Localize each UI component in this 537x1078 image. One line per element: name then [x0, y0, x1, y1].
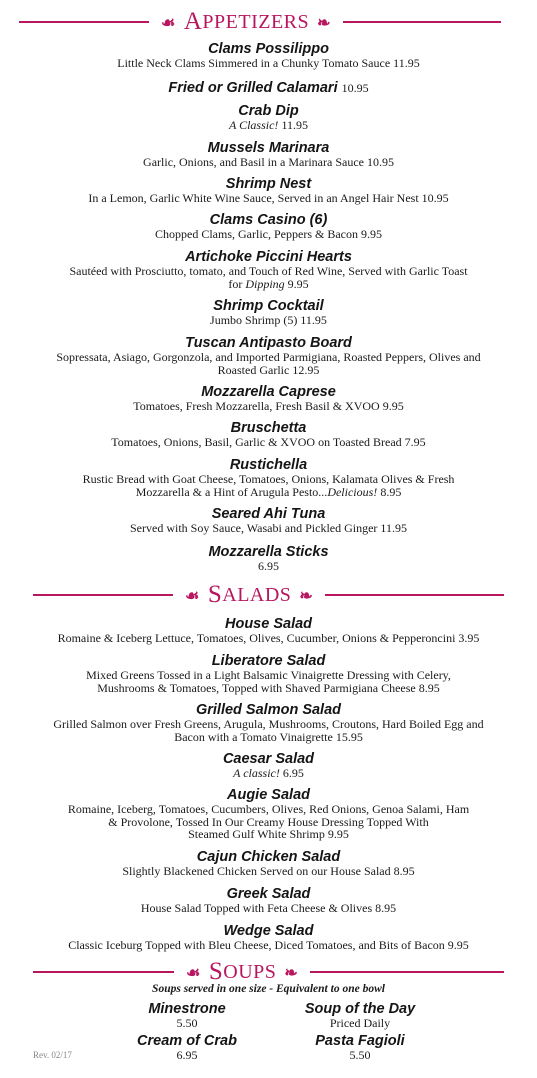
- salads-title: ☙ S ALADS ❧: [185, 581, 314, 608]
- header-rule-left: [19, 21, 149, 23]
- item-name: Artichoke Piccini Hearts: [185, 249, 352, 265]
- soup-item: [87, 1002, 287, 1030]
- ornament-right-icon: ❧: [317, 12, 332, 32]
- item-desc: Sopressata, Asiago, Gorgonzola, and Imported Parmigiana, Roasted Peppers, Olives and: [56, 350, 481, 364]
- item-desc: Served with Soy Sauce, Wasabi and Pickled Ginger 11.95: [130, 521, 407, 535]
- item-desc: Tomatoes, Onions, Basil, Garlic & XVOO on Toasted Bread 7.95: [111, 435, 426, 449]
- item-desc: Bacon with a Tomato Vinaigrette 15.95: [174, 729, 363, 744]
- menu-item: [18, 850, 519, 878]
- soups-header: [0, 958, 537, 986]
- item-desc: Sautéed with Prosciutto, tomato, and Touch of Red Wine, Served with Garlic Toast: [69, 264, 468, 278]
- menu-item: [18, 545, 519, 573]
- item-name: House Salad: [224, 616, 313, 632]
- item-desc: Chopped Clams, Garlic, Peppers & Bacon 9.95: [155, 227, 382, 241]
- item-name: Clams Possilippo: [208, 41, 329, 57]
- menu-item: [18, 788, 519, 841]
- item-desc: A Classic! 11.95: [228, 118, 308, 132]
- soup-item: [260, 1034, 460, 1062]
- item-desc: Tomatoes, Fresh Mozzarella, Fresh Basil & XVOO 9.95: [133, 399, 404, 413]
- item-price: 5.50: [176, 1016, 198, 1030]
- item-name: Mozzarella Sticks: [208, 544, 329, 560]
- menu-item: [18, 299, 519, 327]
- soup-item: [260, 1002, 460, 1030]
- item-desc: Steamed Gulf White Shrimp 9.95: [188, 827, 349, 841]
- item-desc: Classic Iceburg Topped with Bleu Cheese, Diced Tomatoes, and Bits of Bacon 9.95: [68, 938, 469, 952]
- header-rule-right: [325, 594, 504, 596]
- menu-item: [18, 507, 519, 535]
- item-name: Clams Casino (6): [209, 212, 328, 228]
- item-name: Bruschetta: [230, 420, 307, 436]
- item-desc: Garlic, Onions, and Basil in a Marinara Sauce 10.95: [143, 155, 394, 169]
- item-price: 5.50: [349, 1048, 371, 1062]
- salads-header: [0, 581, 537, 609]
- menu-item: [18, 141, 519, 169]
- item-name: Cajun Chicken Salad: [196, 849, 341, 865]
- item-desc: House Salad Topped with Feta Cheese & Olives 8.95: [140, 901, 397, 915]
- item-name: Liberatore Salad: [211, 653, 326, 669]
- header-rule-right: [310, 971, 504, 973]
- ornament-left-icon: ☙: [161, 12, 176, 32]
- ornament-right-icon: ❧: [299, 585, 314, 605]
- soups-note: Soups served in one size - Equivalent to one bowl: [152, 983, 385, 995]
- item-desc: Rustic Bread with Goat Cheese, Tomatoes, Onions, Kalamata Olives & Fresh: [82, 472, 455, 486]
- menu-item: [18, 213, 519, 241]
- item-price: Priced Daily: [329, 1016, 391, 1030]
- item-name: Tuscan Antipasto Board: [185, 335, 352, 351]
- item-price: 6.95: [176, 1048, 198, 1062]
- menu-item: [18, 924, 519, 952]
- ornament-left-icon: ☙: [185, 585, 200, 605]
- menu-item: [18, 458, 519, 498]
- menu-item: [18, 421, 519, 449]
- menu-item: [18, 385, 519, 413]
- menu-item: [18, 752, 519, 780]
- menu-item: [18, 79, 519, 97]
- item-name: Soup of the Day: [304, 1001, 416, 1017]
- menu-item: [18, 42, 519, 70]
- item-desc: Mushrooms & Tomatoes, Topped with Shaved Parmigiana Cheese 8.95: [97, 680, 440, 695]
- menu-item: [18, 177, 519, 205]
- menu-item: [18, 654, 519, 694]
- item-desc: Roasted Garlic 12.95: [217, 362, 320, 377]
- item-name: Crab Dip: [238, 103, 299, 119]
- item-desc: Mozzarella & a Hint of Arugula Pesto...Delicious! 8.95: [135, 484, 402, 499]
- item-name: Shrimp Nest: [225, 176, 312, 192]
- item-desc: In a Lemon, Garlic White Wine Sauce, Served in an Angel Hair Nest 10.95: [88, 191, 449, 205]
- appetizers-header: [0, 8, 537, 36]
- item-name: Augie Salad: [227, 787, 310, 803]
- item-name: Grilled Salmon Salad: [195, 702, 342, 718]
- menu-item: [18, 250, 519, 290]
- item-desc: Romaine & Iceberg Lettuce, Tomatoes, Olives, Cucumber, Onions & Pepperoncini 3.95: [57, 631, 480, 645]
- item-desc: & Provolone, Tossed In Our Creamy House Dressing Topped With: [108, 814, 429, 829]
- appetizers-title: ☙ A PPETIZERS ❧: [161, 8, 332, 35]
- item-name: Rustichella: [229, 457, 308, 473]
- item-name: Seared Ahi Tuna: [211, 506, 326, 522]
- item-name: Caesar Salad: [222, 751, 315, 767]
- ornament-right-icon: ❧: [284, 962, 299, 982]
- item-name: Cream of Crab: [137, 1033, 237, 1049]
- item-desc: Romaine, Iceberg, Tomatoes, Cucumbers, Olives, Red Onions, Genoa Salami, Ham: [67, 802, 470, 816]
- item-desc: Jumbo Shrimp (5) 11.95: [210, 313, 327, 327]
- item-desc: Grilled Salmon over Fresh Greens, Arugula, Mushrooms, Croutons, Hard Boiled Egg and: [53, 717, 484, 731]
- menu-item: [18, 617, 519, 645]
- item-name: Fried or Grilled Calamari: [168, 80, 338, 96]
- soup-item: [87, 1034, 287, 1062]
- item-name: Pasta Fagioli: [315, 1033, 405, 1049]
- item-desc: A classic! 6.95: [233, 766, 304, 780]
- item-name: Mussels Marinara: [207, 140, 330, 156]
- item-desc: for Dipping 9.95: [228, 276, 309, 291]
- revision-label: Rev. 02/17: [33, 1050, 72, 1060]
- item-desc: Slightly Blackened Chicken Served on our House Salad 8.95: [122, 864, 415, 878]
- header-rule-left: [33, 971, 174, 973]
- header-rule-left: [33, 594, 173, 596]
- item-desc: Little Neck Clams Simmered in a Chunky Tomato Sauce 11.95: [117, 56, 420, 70]
- item-name: Minestrone: [148, 1001, 226, 1017]
- item-name: Mozzarella Caprese: [201, 384, 336, 400]
- header-rule-right: [343, 21, 501, 23]
- menu-item: [18, 887, 519, 915]
- soups-title: ☙ S OUPS ❧: [186, 958, 299, 985]
- menu-item: [18, 336, 519, 376]
- item-name: Shrimp Cocktail: [213, 298, 324, 314]
- ornament-left-icon: ☙: [186, 962, 201, 982]
- menu-item: [18, 104, 519, 132]
- item-desc: 6.95: [258, 559, 279, 573]
- item-name: Greek Salad: [226, 886, 311, 902]
- item-desc: Mixed Greens Tossed in a Light Balsamic Vinaigrette Dressing with Celery,: [86, 668, 451, 682]
- item-price: 10.95: [341, 81, 369, 95]
- menu-item: [18, 703, 519, 743]
- item-name: Wedge Salad: [223, 923, 314, 939]
